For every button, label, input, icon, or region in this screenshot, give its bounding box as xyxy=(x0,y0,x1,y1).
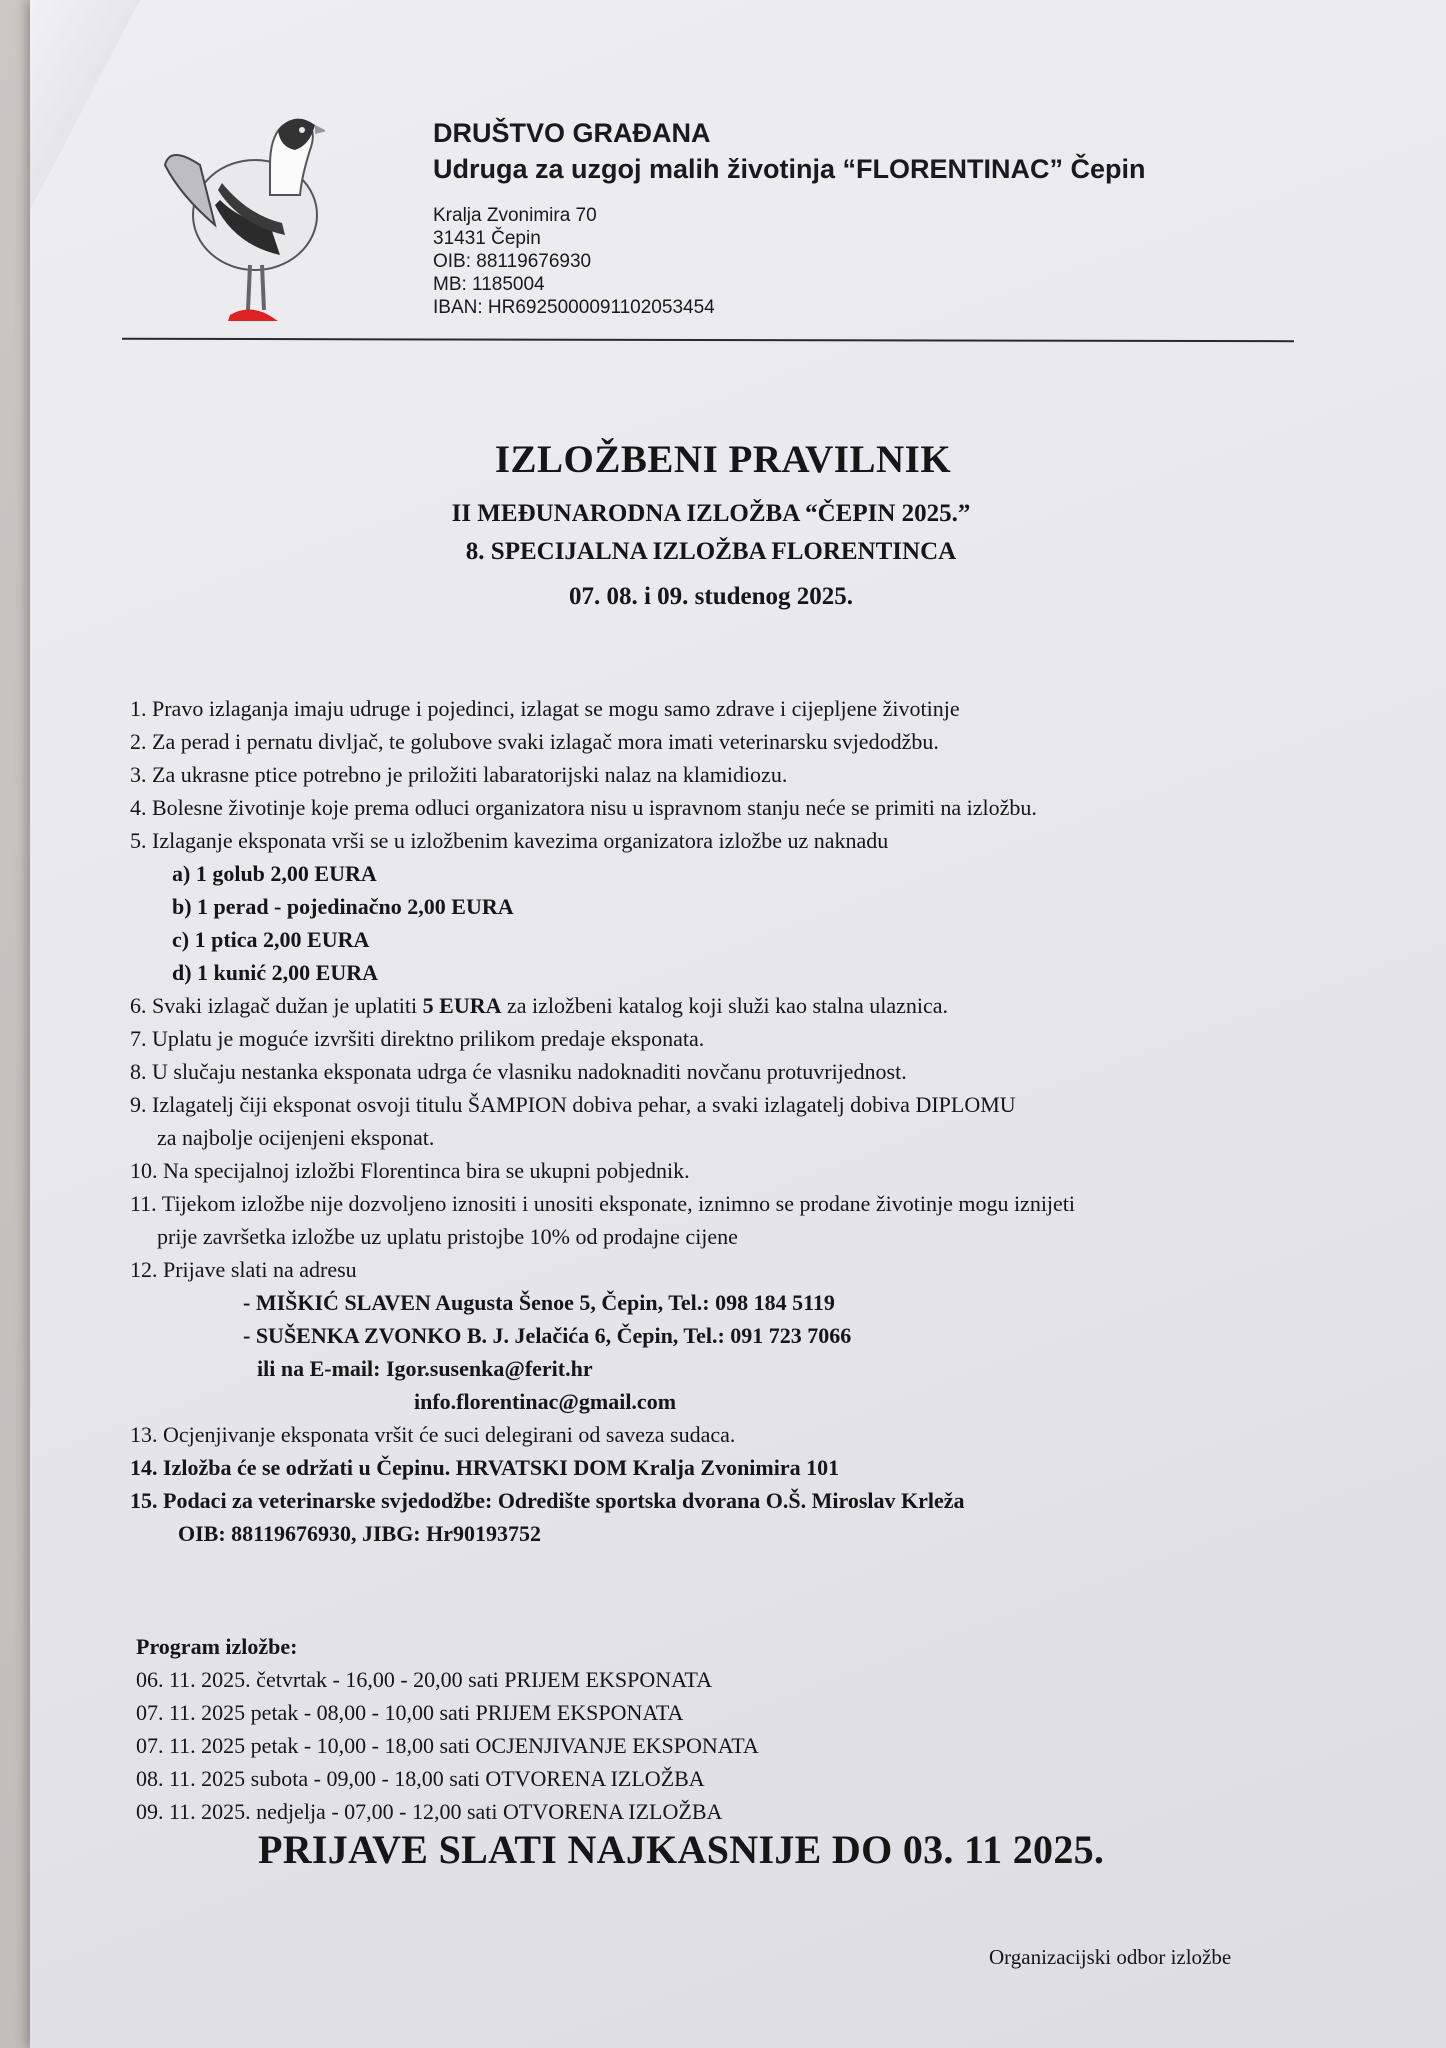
subtitle-dates: 07. 08. i 09. studenog 2025. xyxy=(568,583,854,610)
org-full-name: Udruga za uzgoj malih životinja “FLORENTINAC” Čepin xyxy=(433,154,1146,184)
address-line: Kralja Zvonimira 70 xyxy=(433,205,597,226)
address-line: OIB: 88119676930 xyxy=(433,251,592,272)
rule-item: 9. Izlagatelj čiji eksponat osvoji titulu ŠAMPION dobiva pehar, a svaki izlagatelj dobiva DIPLOMU xyxy=(130,1092,1016,1117)
contact-1: - MIŠKIĆ SLAVEN Augusta Šenoe 5, Čepin, Tel.: 098 184 5119 xyxy=(243,1290,835,1315)
fee-item: d) 1 kunić 2,00 EURA xyxy=(172,960,378,985)
rule-item: 11. Tijekom izložbe nije dozvoljeno iznositi i unositi eksponate, iznimno se prodane životinje mogu iznijeti xyxy=(130,1191,1076,1216)
program-item: 08. 11. 2025 subota - 09,00 - 18,00 sati OTVORENA IZLOŽBA xyxy=(136,1766,705,1791)
fee-item: b) 1 perad - pojedinačno 2,00 EURA xyxy=(172,894,514,919)
rule-item: 5. Izlaganje eksponata vrši se u izložbenim kavezima organizatora izložbe uz naknadu xyxy=(130,828,889,853)
signature: Organizacijski odbor izložbe xyxy=(989,1945,1232,1969)
contact-2: - SUŠENKA ZVONKO B. J. Jelačića 6, Čepin, Tel.: 091 723 7066 xyxy=(243,1323,852,1348)
program-section xyxy=(136,1630,759,1828)
contact-email-2: info.florentinac@gmail.com xyxy=(414,1389,677,1414)
rule-item: 1. Pravo izlaganja imaju udruge i pojedinci, izlagat se mogu samo zdrave i cijepljene životinje xyxy=(130,696,960,721)
rule-item: 15. Podaci za veterinarske svjedodžbe: Odredište sportska dvorana O.Š. Miroslav Krleža xyxy=(130,1488,965,1513)
program-heading: Program izložbe: xyxy=(136,1634,298,1659)
fee-item: a) 1 golub 2,00 EURA xyxy=(172,861,377,886)
rules-list xyxy=(130,692,1075,1550)
subtitle-exhibition: II MEĐUNARODNA IZLOŽBA “ČEPIN 2025.” xyxy=(451,500,971,527)
rule-item xyxy=(130,989,1075,1022)
rule-item: 3. Za ukrasne ptice potrebno je priložiti labaratorijski nalaz na klamidiozu. xyxy=(130,762,788,787)
address-line: MB: 1185004 xyxy=(433,274,545,295)
address-line: IBAN: HR6925000091102053454 xyxy=(433,297,715,318)
rule-item: 7. Uplatu je moguće izvršiti direktno prilikom predaje eksponata. xyxy=(130,1026,705,1051)
contact-email-1: ili na E-mail: Igor.susenka@ferit.hr xyxy=(257,1356,593,1381)
pigeon-icon xyxy=(160,105,325,330)
rule-item: 12. Prijave slati na adresu xyxy=(130,1257,357,1282)
document-title: IZLOŽBENI PRAVILNIK xyxy=(494,438,952,481)
rule-item: 2. Za perad i pernatu divljač, te golubove svaki izlagač mora imati veterinarsku svjedodžbu. xyxy=(130,729,939,754)
rule6-text: 6. Svaki izlagač dužan je uplatiti xyxy=(130,993,423,1018)
fee-item: c) 1 ptica 2,00 EURA xyxy=(172,927,370,952)
rule-item: 8. U slučaju nestanka eksponata udrga će vlasniku nadoknaditi novčanu protuvrijednost. xyxy=(130,1059,907,1084)
header-title xyxy=(433,115,1146,187)
org-name: DRUŠTVO GRAĐANA xyxy=(433,118,711,148)
rule-item: 14. Izložba će se održati u Čepinu. HRVATSKI DOM Kralja Zvonimira 101 xyxy=(130,1455,840,1480)
rule-item-continued: prije završetka izložbe uz uplatu pristojbe 10% od prodajne cijene xyxy=(157,1224,738,1249)
program-item: 09. 11. 2025. nedjelja - 07,00 - 12,00 sati OTVORENA IZLOŽBA xyxy=(136,1799,723,1824)
subtitle-special: 8. SPECIJALNA IZLOŽBA FLORENTINCA xyxy=(465,538,957,565)
program-item: 07. 11. 2025 petak - 08,00 - 10,00 sati PRIJEM EKSPONATA xyxy=(136,1700,684,1725)
catalog-fee: 5 EURA xyxy=(422,993,502,1018)
rule6-text-end: za izložbeni katalog koji služi kao stalna ulaznica. xyxy=(501,993,949,1018)
rule-item-continued: za najbolje ocijenjeni eksponat. xyxy=(157,1125,435,1150)
org-address xyxy=(433,204,715,319)
deadline-notice: PRIJAVE SLATI NAJKASNIJE DO 03. 11 2025. xyxy=(258,1827,1105,1872)
rule-item: 10. Na specijalnoj izložbi Florentinca bira se ukupni pobjednik. xyxy=(130,1158,690,1183)
address-line: 31431 Čepin xyxy=(433,228,541,249)
program-item: 06. 11. 2025. četvrtak - 16,00 - 20,00 sati PRIJEM EKSPONATA xyxy=(136,1667,713,1692)
folded-corner xyxy=(30,0,140,210)
program-item: 07. 11. 2025 petak - 10,00 - 18,00 sati OCJENJIVANJE EKSPONATA xyxy=(136,1733,759,1758)
rule-item: 4. Bolesne životinje koje prema odluci organizatora nisu u ispravnom stanju neće se primiti na izložbu. xyxy=(130,795,1037,820)
rule-item-continued: OIB: 88119676930, JIBG: Hr90193752 xyxy=(178,1521,542,1546)
rule-item: 13. Ocjenjivanje eksponata vršit će suci delegirani od saveza sudaca. xyxy=(130,1422,736,1447)
